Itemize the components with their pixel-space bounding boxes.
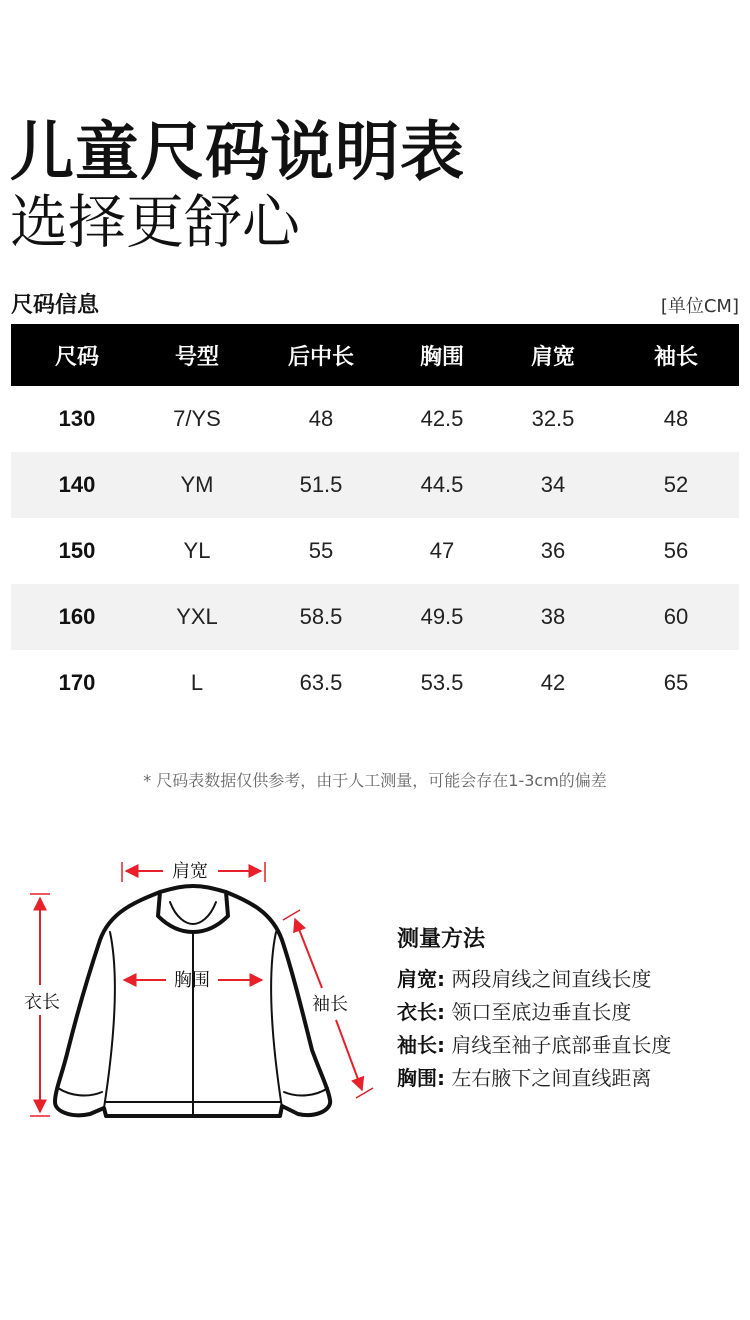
table-cell: 36 [540,538,566,563]
table-cell: 7/YS [173,406,221,431]
method-key: 袖长: [397,1033,445,1057]
column-header: 袖长 [653,344,698,370]
table-cell: 44.5 [420,472,464,497]
column-header: 胸围 [419,344,464,370]
table-cell: 60 [663,604,689,629]
table-cell: 63.5 [299,670,343,695]
column-header: 尺码 [54,344,99,370]
method-title: 测量方法 [397,927,486,952]
page-subtitle: 选择更舒心 [10,188,301,256]
method-key: 胸围: [397,1066,445,1090]
method-desc: 两段肩线之间直线长度 [451,967,652,991]
table-cell: 55 [308,538,334,563]
table-row [11,452,739,518]
table-cell: 52 [663,472,689,497]
measurement-method [397,922,671,1095]
table-cell: 130 [58,406,96,431]
sleeve-label: 袖长 [312,994,348,1015]
shoulder-label: 肩宽 [172,861,208,882]
table-cell: 47 [429,538,455,563]
table-header-row [11,324,739,386]
table-cell: 48 [308,406,334,431]
table-cell: YM [180,472,214,497]
table-cell: 49.5 [420,604,464,629]
method-key: 衣长: [397,1000,445,1024]
table-cell: 42.5 [420,406,464,431]
section-label: 尺码信息 [11,293,100,318]
method-desc: 肩线至袖子底部垂直长度 [451,1033,672,1057]
table-cell: 160 [58,604,96,629]
unit-label: [单位CM] [660,296,739,317]
disclaimer-note: * 尺码表数据仅供参考，由于人工测量，可能会存在1-3cm的偏差 [143,771,607,790]
table-cell: YL [183,538,211,563]
table-cell: L [190,670,204,695]
shoulder-measure [122,861,265,882]
table-cell: 42 [540,670,566,695]
table-cell: 53.5 [420,670,464,695]
length-label: 衣长 [24,992,60,1013]
method-key: 肩宽: [397,967,445,991]
chest-label: 胸围 [174,970,210,991]
table-cell: 34 [540,472,566,497]
chest-measure [124,970,262,991]
method-item [397,1029,671,1062]
table-cell: 170 [58,670,96,695]
table-cell: 65 [663,670,689,695]
method-desc: 领口至底边垂直长度 [451,1000,632,1024]
table-cell: 150 [58,538,96,563]
table-row [11,650,739,716]
table-cell: 51.5 [299,472,343,497]
length-measure [24,894,60,1116]
table-cell: 140 [58,472,96,497]
method-desc: 左右腋下之间直线距离 [451,1066,652,1090]
table-row [11,584,739,650]
method-item [397,996,671,1029]
column-header: 后中长 [287,344,354,370]
page-title: 儿童尺码说明表 [10,116,465,190]
column-header: 肩宽 [530,344,575,370]
measurement-diagram [0,840,390,1140]
table-cell: 38 [540,604,566,629]
jacket-icon [55,886,330,1116]
table-row [11,518,739,584]
table-cell: 56 [663,538,689,563]
table-row [11,386,739,452]
table-cell: 32.5 [531,406,575,431]
table-cell: YXL [176,604,218,629]
method-item [397,1062,671,1095]
sleeve-measure [283,910,373,1098]
table-cell: 48 [663,406,689,431]
method-item [397,963,671,996]
table-cell: 58.5 [299,604,343,629]
column-header: 号型 [174,344,219,370]
size-table [11,324,739,716]
